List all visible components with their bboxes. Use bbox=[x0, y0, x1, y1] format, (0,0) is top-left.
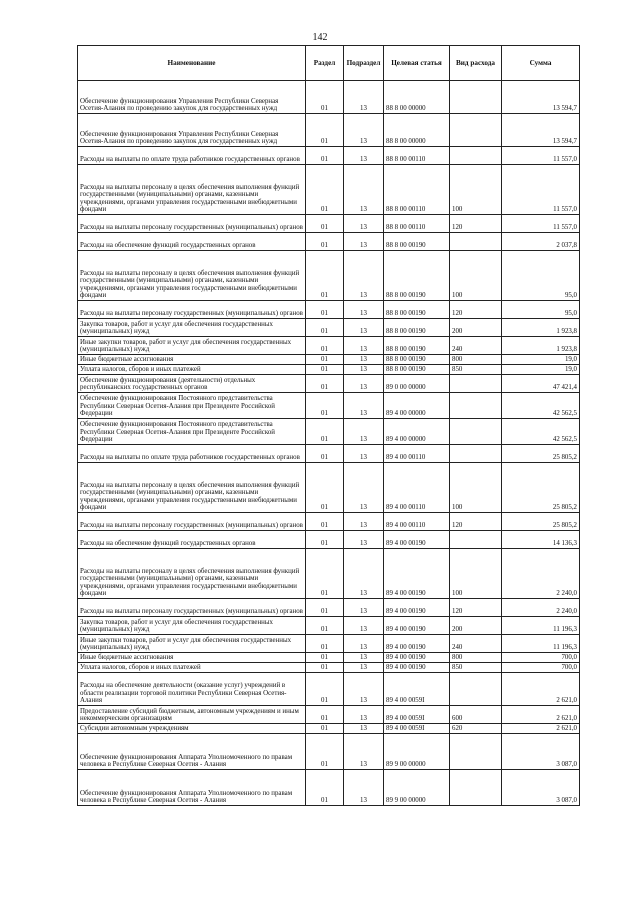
cell-razdel: 01 bbox=[306, 319, 344, 337]
table-header-row bbox=[78, 46, 580, 81]
cell-name: Предоставление субсидий бюджетным, автономным учреждениям и иным некоммерческим организациям bbox=[78, 706, 306, 724]
cell-name: Иные бюджетные ассигнования bbox=[78, 355, 306, 365]
cell-statya: 88 8 00 00110 bbox=[384, 147, 450, 165]
cell-vid: 600 bbox=[450, 706, 502, 724]
cell-statya: 89 4 00 00190 bbox=[384, 549, 450, 599]
cell-vid bbox=[450, 147, 502, 165]
cell-razdel: 01 bbox=[306, 393, 344, 419]
cell-vid: 120 bbox=[450, 513, 502, 531]
table-row bbox=[78, 531, 580, 549]
cell-summa: 11 196,3 bbox=[502, 617, 580, 635]
cell-vid: 200 bbox=[450, 319, 502, 337]
cell-podrazdel: 13 bbox=[344, 531, 384, 549]
cell-podrazdel: 13 bbox=[344, 673, 384, 706]
cell-summa: 19,0 bbox=[502, 365, 580, 375]
cell-vid: 200 bbox=[450, 617, 502, 635]
cell-summa: 700,0 bbox=[502, 663, 580, 673]
cell-statya: 88 8 00 00000 bbox=[384, 81, 450, 114]
cell-vid bbox=[450, 81, 502, 114]
cell-razdel: 01 bbox=[306, 663, 344, 673]
cell-podrazdel: 13 bbox=[344, 513, 384, 531]
cell-summa: 95,0 bbox=[502, 251, 580, 301]
table-row bbox=[78, 375, 580, 393]
cell-razdel: 01 bbox=[306, 445, 344, 463]
cell-name: Обеспечение функционирования Аппарата Уполномоченного по правам человека в Республике Северная Осетия - Алания bbox=[78, 734, 306, 770]
table-row bbox=[78, 319, 580, 337]
table-row bbox=[78, 114, 580, 147]
cell-razdel: 01 bbox=[306, 375, 344, 393]
cell-podrazdel: 13 bbox=[344, 165, 384, 215]
cell-name: Расходы на выплаты персоналу государственных (муниципальных) органов bbox=[78, 301, 306, 319]
cell-razdel: 01 bbox=[306, 365, 344, 375]
table-row bbox=[78, 365, 580, 375]
cell-podrazdel: 13 bbox=[344, 724, 384, 734]
cell-statya: 88 8 00 00190 bbox=[384, 337, 450, 355]
cell-statya: 89 4 00 00000 bbox=[384, 419, 450, 445]
cell-statya: 89 9 00 00000 bbox=[384, 734, 450, 770]
cell-statya: 89 4 00 00110 bbox=[384, 445, 450, 463]
cell-razdel: 01 bbox=[306, 673, 344, 706]
cell-podrazdel: 13 bbox=[344, 463, 384, 513]
cell-statya: 89 4 00 0059I bbox=[384, 724, 450, 734]
cell-podrazdel: 13 bbox=[344, 355, 384, 365]
table-body bbox=[78, 81, 580, 806]
cell-vid: 100 bbox=[450, 463, 502, 513]
cell-statya: 89 4 00 00190 bbox=[384, 663, 450, 673]
cell-razdel: 01 bbox=[306, 165, 344, 215]
table-row bbox=[78, 463, 580, 513]
cell-summa: 42 562,5 bbox=[502, 419, 580, 445]
cell-podrazdel: 13 bbox=[344, 653, 384, 663]
cell-name: Обеспечение функционирования Управления Республики Северная Осетия-Алания по проведению закупок для государственных нужд bbox=[78, 81, 306, 114]
cell-statya: 89 4 00 00190 bbox=[384, 599, 450, 617]
header-razdel: Раздел bbox=[306, 46, 344, 81]
cell-podrazdel: 13 bbox=[344, 147, 384, 165]
cell-summa: 25 805,2 bbox=[502, 445, 580, 463]
table-row bbox=[78, 617, 580, 635]
cell-name: Иные бюджетные ассигнования bbox=[78, 653, 306, 663]
cell-podrazdel: 13 bbox=[344, 337, 384, 355]
cell-summa: 2 621,0 bbox=[502, 724, 580, 734]
cell-razdel: 01 bbox=[306, 706, 344, 724]
table-row bbox=[78, 445, 580, 463]
table-row bbox=[78, 147, 580, 165]
cell-podrazdel: 13 bbox=[344, 393, 384, 419]
cell-summa: 1 923,8 bbox=[502, 319, 580, 337]
cell-name: Расходы на выплаты персоналу в целях обеспечения выполнения функций государственными (муниципальными) органами, казенными учреждениями, органами управления государственными внебюджетными фондами bbox=[78, 463, 306, 513]
cell-vid bbox=[450, 734, 502, 770]
cell-name: Расходы на выплаты персоналу в целях обеспечения выполнения функций государственными (муниципальными) органами, казенными учреждениями, органами управления государственными внебюджетными фондами bbox=[78, 251, 306, 301]
cell-name: Расходы на обеспечение функций государственных органов bbox=[78, 531, 306, 549]
cell-statya: 88 8 00 00190 bbox=[384, 233, 450, 251]
cell-summa: 3 087,0 bbox=[502, 734, 580, 770]
cell-vid: 120 bbox=[450, 301, 502, 319]
cell-statya: 89 4 00 00190 bbox=[384, 635, 450, 653]
cell-statya: 89 9 00 00000 bbox=[384, 770, 450, 806]
cell-summa: 14 136,3 bbox=[502, 531, 580, 549]
cell-statya: 88 8 00 00190 bbox=[384, 365, 450, 375]
cell-statya: 88 8 00 00190 bbox=[384, 301, 450, 319]
cell-name: Уплата налогов, сборов и иных платежей bbox=[78, 663, 306, 673]
page-number: 142 bbox=[312, 32, 328, 43]
table-row bbox=[78, 653, 580, 663]
cell-podrazdel: 13 bbox=[344, 375, 384, 393]
header-podrazdel: Подраздел bbox=[344, 46, 384, 81]
cell-summa: 47 421,4 bbox=[502, 375, 580, 393]
cell-name: Субсидии автономным учреждениям bbox=[78, 724, 306, 734]
cell-podrazdel: 13 bbox=[344, 319, 384, 337]
cell-podrazdel: 13 bbox=[344, 549, 384, 599]
cell-razdel: 01 bbox=[306, 463, 344, 513]
cell-razdel: 01 bbox=[306, 355, 344, 365]
cell-podrazdel: 13 bbox=[344, 419, 384, 445]
table-row bbox=[78, 215, 580, 233]
cell-vid: 850 bbox=[450, 663, 502, 673]
cell-statya: 89 4 00 00190 bbox=[384, 617, 450, 635]
table-row bbox=[78, 706, 580, 724]
table-row bbox=[78, 724, 580, 734]
cell-name: Расходы на выплаты персоналу государственных (муниципальных) органов bbox=[78, 599, 306, 617]
table-row bbox=[78, 663, 580, 673]
cell-podrazdel: 13 bbox=[344, 599, 384, 617]
cell-summa: 1 923,8 bbox=[502, 337, 580, 355]
cell-vid bbox=[450, 770, 502, 806]
cell-podrazdel: 13 bbox=[344, 635, 384, 653]
cell-statya: 88 8 00 00190 bbox=[384, 319, 450, 337]
cell-razdel: 01 bbox=[306, 147, 344, 165]
cell-razdel: 01 bbox=[306, 114, 344, 147]
cell-statya: 89 4 00 00110 bbox=[384, 513, 450, 531]
cell-razdel: 01 bbox=[306, 734, 344, 770]
table-row bbox=[78, 233, 580, 251]
cell-summa: 25 805,2 bbox=[502, 463, 580, 513]
cell-razdel: 01 bbox=[306, 513, 344, 531]
cell-razdel: 01 bbox=[306, 301, 344, 319]
cell-statya: 88 8 00 00000 bbox=[384, 114, 450, 147]
cell-name: Уплата налогов, сборов и иных платежей bbox=[78, 365, 306, 375]
table-row bbox=[78, 337, 580, 355]
cell-podrazdel: 13 bbox=[344, 215, 384, 233]
cell-name: Обеспечение функционирования Аппарата Уполномоченного по правам человека в Республике Северная Осетия - Алания bbox=[78, 770, 306, 806]
cell-podrazdel: 13 bbox=[344, 233, 384, 251]
cell-summa: 700,0 bbox=[502, 653, 580, 663]
cell-summa: 95,0 bbox=[502, 301, 580, 319]
cell-name: Расходы на выплаты персоналу государственных (муниципальных) органов bbox=[78, 215, 306, 233]
cell-vid: 120 bbox=[450, 215, 502, 233]
table-row bbox=[78, 635, 580, 653]
cell-summa: 2 621,0 bbox=[502, 673, 580, 706]
table-row bbox=[78, 355, 580, 365]
cell-vid: 240 bbox=[450, 635, 502, 653]
cell-name: Расходы на обеспечение деятельности (оказание услуг) учреждений в области реализации торговой политики Республики Северная Осетия-Алания bbox=[78, 673, 306, 706]
cell-podrazdel: 13 bbox=[344, 365, 384, 375]
cell-summa: 11 196,3 bbox=[502, 635, 580, 653]
budget-table bbox=[77, 45, 580, 806]
cell-statya: 89 0 00 00000 bbox=[384, 375, 450, 393]
table-row bbox=[78, 513, 580, 531]
cell-podrazdel: 13 bbox=[344, 114, 384, 147]
table-row bbox=[78, 673, 580, 706]
cell-podrazdel: 13 bbox=[344, 770, 384, 806]
header-summa: Сумма bbox=[502, 46, 580, 81]
cell-razdel: 01 bbox=[306, 653, 344, 663]
cell-vid bbox=[450, 445, 502, 463]
table-row bbox=[78, 301, 580, 319]
cell-summa: 2 037,8 bbox=[502, 233, 580, 251]
cell-summa: 2 621,0 bbox=[502, 706, 580, 724]
table-row bbox=[78, 734, 580, 770]
cell-name: Расходы на выплаты персоналу в целях обеспечения выполнения функций государственными (муниципальными) органами, казенными учреждениями, органами управления государственными внебюджетными фондами bbox=[78, 549, 306, 599]
cell-razdel: 01 bbox=[306, 531, 344, 549]
cell-summa: 19,0 bbox=[502, 355, 580, 365]
cell-summa: 42 562,5 bbox=[502, 393, 580, 419]
cell-podrazdel: 13 bbox=[344, 663, 384, 673]
table-row bbox=[78, 393, 580, 419]
cell-statya: 88 8 00 00190 bbox=[384, 355, 450, 365]
cell-name: Обеспечение функционирования Управления Республики Северная Осетия-Алания по проведению закупок для государственных нужд bbox=[78, 114, 306, 147]
cell-vid: 100 bbox=[450, 549, 502, 599]
cell-vid: 100 bbox=[450, 165, 502, 215]
cell-name: Закупка товаров, работ и услуг для обеспечения государственных (муниципальных) нужд bbox=[78, 319, 306, 337]
cell-razdel: 01 bbox=[306, 549, 344, 599]
cell-name: Обеспечение функционирования (деятельности) отдельных республиканских государственных органов bbox=[78, 375, 306, 393]
cell-vid: 240 bbox=[450, 337, 502, 355]
cell-statya: 89 4 00 00110 bbox=[384, 463, 450, 513]
cell-razdel: 01 bbox=[306, 337, 344, 355]
header-vid: Вид расхода bbox=[450, 46, 502, 81]
cell-name: Обеспечение функционирования Постоянного представительства Республики Северная Осетия-Алания при Президенте Российской Федерации bbox=[78, 419, 306, 445]
cell-statya: 89 4 00 0059I bbox=[384, 673, 450, 706]
cell-podrazdel: 13 bbox=[344, 445, 384, 463]
cell-vid bbox=[450, 375, 502, 393]
cell-razdel: 01 bbox=[306, 251, 344, 301]
cell-name: Расходы на выплаты по оплате труда работников государственных органов bbox=[78, 445, 306, 463]
cell-summa: 11 557,0 bbox=[502, 147, 580, 165]
cell-name: Расходы на выплаты персоналу государственных (муниципальных) органов bbox=[78, 513, 306, 531]
cell-summa: 11 557,0 bbox=[502, 165, 580, 215]
cell-vid: 100 bbox=[450, 251, 502, 301]
cell-vid bbox=[450, 393, 502, 419]
cell-name: Расходы на выплаты по оплате труда работников государственных органов bbox=[78, 147, 306, 165]
cell-vid bbox=[450, 673, 502, 706]
cell-vid: 850 bbox=[450, 365, 502, 375]
cell-vid bbox=[450, 531, 502, 549]
cell-name: Расходы на выплаты персоналу в целях обеспечения выполнения функций государственными (муниципальными) органами, казенными учреждениями, органами управления государственными внебюджетными фондами bbox=[78, 165, 306, 215]
cell-vid: 800 bbox=[450, 653, 502, 663]
table-row bbox=[78, 549, 580, 599]
cell-razdel: 01 bbox=[306, 215, 344, 233]
cell-vid: 120 bbox=[450, 599, 502, 617]
table-row bbox=[78, 770, 580, 806]
cell-name: Иные закупки товаров, работ и услуг для обеспечения государственных (муниципальных) нужд bbox=[78, 635, 306, 653]
cell-statya: 88 8 00 00110 bbox=[384, 165, 450, 215]
cell-vid bbox=[450, 233, 502, 251]
cell-summa: 13 594,7 bbox=[502, 114, 580, 147]
table-row bbox=[78, 81, 580, 114]
cell-razdel: 01 bbox=[306, 233, 344, 251]
table-row bbox=[78, 419, 580, 445]
cell-razdel: 01 bbox=[306, 617, 344, 635]
cell-name: Расходы на обеспечение функций государственных органов bbox=[78, 233, 306, 251]
cell-summa: 13 594,7 bbox=[502, 81, 580, 114]
cell-name: Иные закупки товаров, работ и услуг для обеспечения государственных (муниципальных) нужд bbox=[78, 337, 306, 355]
cell-statya: 89 4 00 00000 bbox=[384, 393, 450, 419]
cell-razdel: 01 bbox=[306, 635, 344, 653]
cell-vid bbox=[450, 114, 502, 147]
cell-razdel: 01 bbox=[306, 419, 344, 445]
cell-statya: 89 4 00 00190 bbox=[384, 531, 450, 549]
cell-summa: 2 240,0 bbox=[502, 599, 580, 617]
header-statya: Целевая статья bbox=[384, 46, 450, 81]
cell-podrazdel: 13 bbox=[344, 734, 384, 770]
table-row bbox=[78, 165, 580, 215]
cell-razdel: 01 bbox=[306, 724, 344, 734]
cell-razdel: 01 bbox=[306, 770, 344, 806]
cell-podrazdel: 13 bbox=[344, 81, 384, 114]
cell-summa: 3 087,0 bbox=[502, 770, 580, 806]
cell-podrazdel: 13 bbox=[344, 251, 384, 301]
cell-podrazdel: 13 bbox=[344, 301, 384, 319]
cell-vid bbox=[450, 419, 502, 445]
cell-summa: 2 240,0 bbox=[502, 549, 580, 599]
cell-razdel: 01 bbox=[306, 599, 344, 617]
cell-statya: 89 4 00 0059I bbox=[384, 706, 450, 724]
cell-name: Закупка товаров, работ и услуг для обеспечения государственных (муниципальных) нужд bbox=[78, 617, 306, 635]
table-row bbox=[78, 251, 580, 301]
cell-statya: 89 4 00 00190 bbox=[384, 653, 450, 663]
cell-summa: 11 557,0 bbox=[502, 215, 580, 233]
cell-vid: 620 bbox=[450, 724, 502, 734]
cell-podrazdel: 13 bbox=[344, 706, 384, 724]
cell-statya: 88 8 00 00190 bbox=[384, 251, 450, 301]
cell-podrazdel: 13 bbox=[344, 617, 384, 635]
cell-summa: 25 805,2 bbox=[502, 513, 580, 531]
table-row bbox=[78, 599, 580, 617]
cell-razdel: 01 bbox=[306, 81, 344, 114]
cell-statya: 88 8 00 00110 bbox=[384, 215, 450, 233]
cell-vid: 800 bbox=[450, 355, 502, 365]
cell-name: Обеспечение функционирования Постоянного представительства Республики Северная Осетия-Алания при Президенте Российской Федерации bbox=[78, 393, 306, 419]
header-name: Наименование bbox=[78, 46, 306, 81]
